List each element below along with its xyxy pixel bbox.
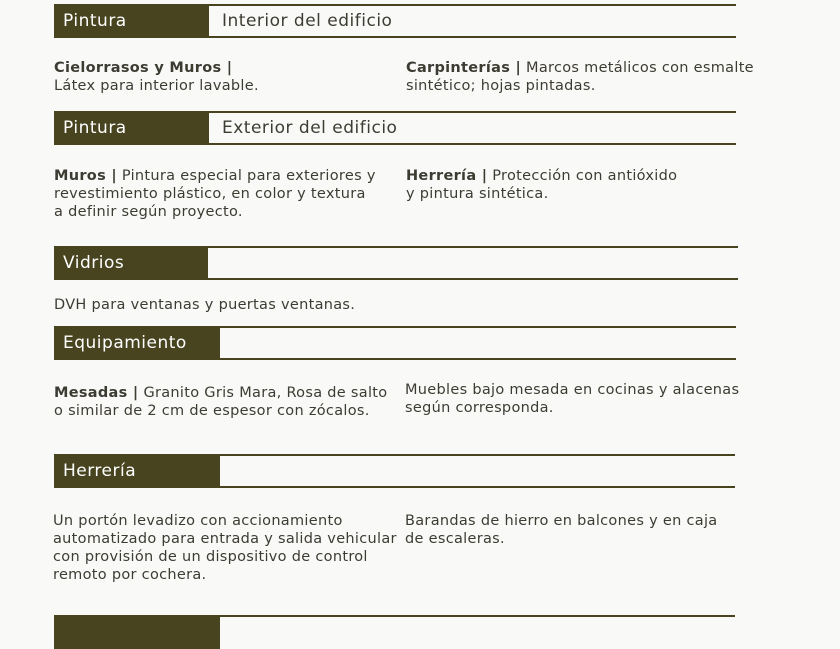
- header-rule-top: [220, 326, 736, 328]
- text-porton-4: remoto por cochera.: [53, 567, 207, 583]
- section-title: [54, 615, 220, 649]
- label-muros: Muros |: [54, 168, 117, 184]
- section-header-pintura-interior: [54, 4, 736, 38]
- section-header-equipamiento: [54, 326, 736, 360]
- paragraph-muebles: [405, 381, 775, 417]
- header-rule-top: [220, 454, 735, 456]
- paragraph-carpinterias: [406, 59, 766, 95]
- section-title: Pintura: [54, 4, 209, 38]
- paragraph-muros: [54, 167, 394, 221]
- text-muros-3: a definir según proyecto.: [54, 204, 243, 220]
- section-title: Pintura: [54, 111, 209, 145]
- text-herreria-pintura-2: y pintura sintética.: [406, 186, 549, 202]
- paragraph-barandas: [405, 512, 775, 548]
- text-cielorrasos: Látex para interior lavable.: [54, 78, 259, 94]
- text-mesadas-1: Granito Gris Mara, Rosa de salto: [138, 385, 388, 401]
- text-herreria-pintura-1: Protección con antióxido: [487, 168, 678, 184]
- text-porton-3: con provisión de un dispositivo de control: [53, 549, 368, 565]
- text-vidrios: DVH para ventanas y puertas ventanas.: [54, 297, 356, 313]
- text-porton-2: automatizado para entrada y salida vehicular: [53, 531, 397, 547]
- paragraph-cielorrasos: [54, 59, 384, 95]
- header-rule-bottom: [220, 358, 736, 360]
- section-title: Herrería: [54, 454, 220, 488]
- label-mesadas: Mesadas |: [54, 385, 139, 401]
- text-porton-1: Un portón levadizo con accionamiento: [53, 513, 343, 529]
- section-header-next: [54, 615, 735, 649]
- paragraph-vidrios: [54, 296, 554, 314]
- section-header-herreria: [54, 454, 735, 488]
- section-title: Vidrios: [54, 246, 208, 280]
- label-herreria-pintura: Herrería |: [406, 168, 488, 184]
- text-barandas-2: de escaleras.: [405, 531, 505, 547]
- header-rule-bottom: [220, 486, 735, 488]
- text-barandas-1: Barandas de hierro en balcones y en caja: [405, 513, 718, 529]
- label-cielorrasos: Cielorrasos y Muros |: [54, 60, 233, 76]
- text-carpinterias-2: sintético; hojas pintadas.: [406, 78, 596, 94]
- header-rule-top: [220, 615, 735, 617]
- text-muros-2: revestimiento plástico, en color y textura: [54, 186, 366, 202]
- section-subtitle: Interior del edificio: [222, 11, 393, 31]
- text-mesadas-2: o similar de 2 cm de espesor con zócalos.: [54, 403, 370, 419]
- section-subtitle: Exterior del edificio: [222, 118, 398, 138]
- header-rule-bottom: [208, 278, 738, 280]
- text-muros-1: Pintura especial para exteriores y: [116, 168, 376, 184]
- text-carpinterias-1: Marcos metálicos con esmalte: [521, 60, 754, 76]
- section-header-vidrios: [54, 246, 738, 280]
- paragraph-porton: [53, 512, 398, 584]
- label-carpinterias: Carpinterías |: [406, 60, 522, 76]
- section-title: Equipamiento: [54, 326, 220, 360]
- section-header-pintura-exterior: [54, 111, 736, 145]
- text-muebles-1: Muebles bajo mesada en cocinas y alacenas: [405, 382, 740, 398]
- header-rule-top: [208, 246, 738, 248]
- text-muebles-2: según corresponda.: [405, 400, 554, 416]
- paragraph-herreria-pintura: [406, 167, 766, 203]
- paragraph-mesadas: [54, 384, 394, 420]
